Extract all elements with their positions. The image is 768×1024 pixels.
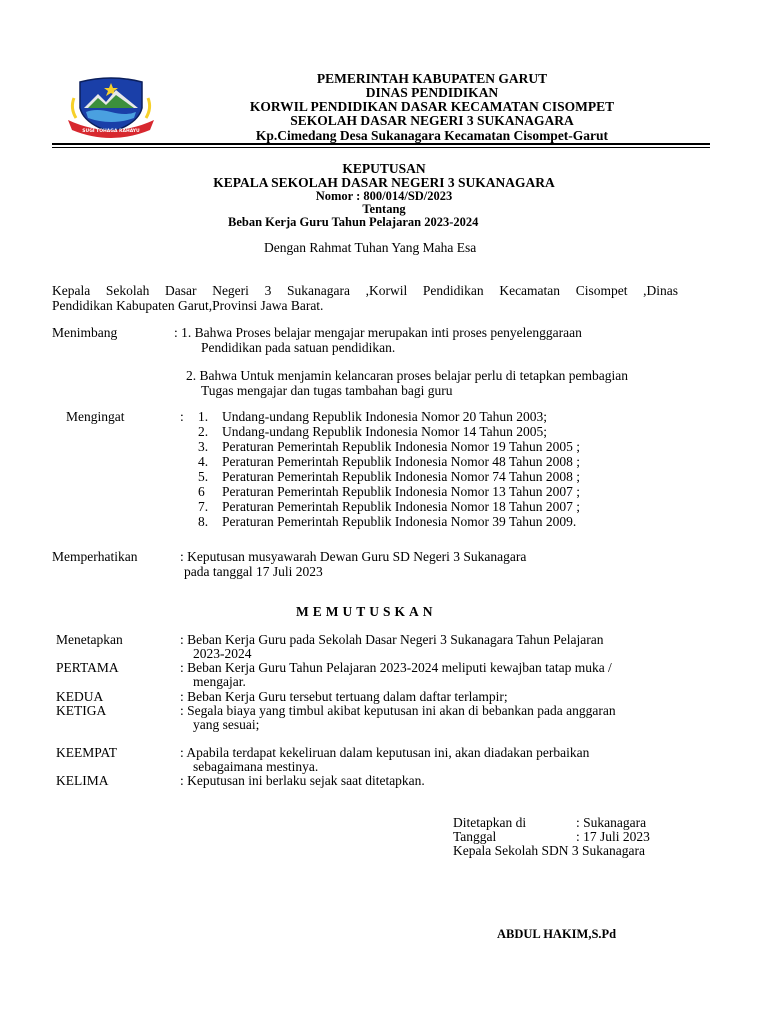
- ditetapkan-label: Ditetapkan di: [453, 815, 527, 830]
- letterhead-line-3: KORWIL PENDIDIKAN DASAR KECAMATAN CISOMPET: [249, 99, 615, 114]
- list-item-text: Peraturan Pemerintah Republik Indonesia Nomor 48 Tahun 2008 ;: [222, 454, 580, 469]
- pertama-label: PERTAMA: [56, 660, 119, 675]
- menimbang-item-2-cont: Tugas mengajar dan tugas tambahan bagi guru: [201, 383, 453, 398]
- tanggal-value: : 17 Juli 2023: [576, 829, 650, 844]
- header-rule-thin: [52, 147, 710, 148]
- signatory-title: Kepala Sekolah SDN 3 Sukanagara: [453, 843, 645, 858]
- list-item-text: Peraturan Pemerintah Republik Indonesia Nomor 39 Tahun 2009.: [222, 514, 577, 529]
- memperhatikan-label: Memperhatikan: [52, 549, 138, 564]
- doc-number: Nomor : 800/014/SD/2023: [315, 189, 453, 203]
- menimbang-label: Menimbang: [52, 325, 118, 340]
- letterhead-line-1: PEMERINTAH KABUPATEN GARUT: [316, 71, 548, 86]
- doc-tentang: Tentang: [362, 202, 406, 216]
- list-item-number: 2.: [198, 424, 209, 439]
- list-item-number: 3.: [198, 439, 209, 454]
- kelima-label: KELIMA: [56, 773, 109, 788]
- pertama-text-cont: mengajar.: [193, 674, 246, 689]
- letterhead-line-4: SEKOLAH DASAR NEGERI 3 SUKANAGARA: [290, 113, 574, 128]
- list-item-number: 4.: [198, 454, 209, 469]
- kedua-text: : Beban Kerja Guru tersebut tertuang dalam daftar terlampir;: [180, 689, 508, 704]
- list-item-text: Peraturan Pemerintah Republik Indonesia Nomor 74 Tahun 2008 ;: [222, 469, 580, 484]
- ketiga-text: : Segala biaya yang timbul akibat keputusan ini akan di bebankan pada anggaran: [180, 703, 616, 718]
- doc-invocation: Dengan Rahmat Tuhan Yang Maha Esa: [264, 240, 477, 255]
- list-item-number: 8.: [198, 514, 209, 529]
- list-item-text: Undang-undang Republik Indonesia Nomor 14 Tahun 2005;: [222, 424, 548, 439]
- list-item-text: Peraturan Pemerintah Republik Indonesia Nomor 18 Tahun 2007 ;: [222, 499, 580, 514]
- list-item-number: 1.: [198, 409, 209, 424]
- pertama-text: : Beban Kerja Guru Tahun Pelajaran 2023-2024 meliputi kewajban tatap muka /: [180, 660, 612, 675]
- kedua-label: KEDUA: [56, 689, 104, 704]
- keempat-label: KEEMPAT: [56, 745, 118, 760]
- list-item: [198, 439, 580, 454]
- memutuskan-heading: MEMUTUSKAN: [296, 604, 437, 619]
- doc-title: KEPUTUSAN: [342, 161, 426, 176]
- memperhatikan-line-2: pada tanggal 17 Juli 2023: [184, 564, 323, 579]
- list-item-number: 6: [198, 484, 205, 499]
- list-item: [198, 424, 580, 439]
- list-item: [198, 499, 580, 514]
- menimbang-item-1: : 1. Bahwa Proses belajar mengajar merupakan inti proses penyelenggaraan: [174, 325, 582, 340]
- list-item: [198, 484, 580, 499]
- kelima-text: : Keputusan ini berlaku sejak saat ditetapkan.: [180, 773, 425, 788]
- menimbang-item-2: 2. Bahwa Untuk menjamin kelancaran proses belajar perlu di tetapkan pembagian: [186, 368, 628, 383]
- keempat-text-cont: sebagaimana mestinya.: [193, 759, 319, 774]
- letterhead-line-2: DINAS PENDIDIKAN: [365, 85, 499, 100]
- letterhead: [152, 72, 712, 143]
- intro-line-2: Pendidikan Kabupaten Garut,Provinsi Jawa Barat.: [52, 298, 324, 313]
- intro-line-1: Kepala Sekolah Dasar Negeri 3 Sukanagara ,Korwil Pendidikan Kecamatan Cisompet ,Dinas: [52, 283, 678, 298]
- mengingat-list: [198, 409, 580, 529]
- mengingat-label: Mengingat: [66, 409, 125, 424]
- list-item-text: Undang-undang Republik Indonesia Nomor 20 Tahun 2003;: [222, 409, 548, 424]
- ditetapkan-value: : Sukanagara: [576, 815, 647, 830]
- mengingat-colon: :: [180, 409, 184, 424]
- logo-ribbon-text: SUGI TOHAGA RAHAYU: [82, 129, 140, 134]
- keempat-text: : Apabila terdapat kekeliruan dalam keputusan ini, akan diadakan perbaikan: [180, 745, 590, 760]
- list-item-text: Peraturan Pemerintah Republik Indonesia Nomor 19 Tahun 2005 ;: [222, 439, 580, 454]
- doc-issuer: KEPALA SEKOLAH DASAR NEGERI 3 SUKANAGARA: [213, 175, 555, 190]
- list-item: [198, 469, 580, 484]
- ketiga-text-cont: yang sesuai;: [193, 717, 260, 732]
- logo: [66, 74, 156, 138]
- tanggal-label: Tanggal: [453, 829, 497, 844]
- menetapkan-text-cont: 2023-2024: [193, 646, 252, 661]
- menetapkan-label: Menetapkan: [56, 632, 123, 647]
- letterhead-address: Kp.Cimedang Desa Sukanagara Kecamatan Cisompet-Garut: [255, 128, 609, 143]
- signatory-name: ABDUL HAKIM,S.Pd: [497, 927, 617, 941]
- menetapkan-text: : Beban Kerja Guru pada Sekolah Dasar Negeri 3 Sukanagara Tahun Pelajaran: [180, 632, 604, 647]
- list-item-text: Peraturan Pemerintah Republik Indonesia Nomor 13 Tahun 2007 ;: [222, 484, 580, 499]
- list-item: [198, 409, 580, 424]
- menimbang-item-1-cont: Pendidikan pada satuan pendidikan.: [201, 340, 396, 355]
- doc-subject: Beban Kerja Guru Tahun Pelajaran 2023-2024: [228, 215, 479, 229]
- list-item: [198, 454, 580, 469]
- list-item: [198, 514, 580, 529]
- header-rule-thick: [52, 143, 710, 145]
- list-item-number: 5.: [198, 469, 209, 484]
- ketiga-label: KETIGA: [56, 703, 107, 718]
- list-item-number: 7.: [198, 499, 209, 514]
- memperhatikan-line-1: : Keputusan musyawarah Dewan Guru SD Negeri 3 Sukanagara: [180, 549, 527, 564]
